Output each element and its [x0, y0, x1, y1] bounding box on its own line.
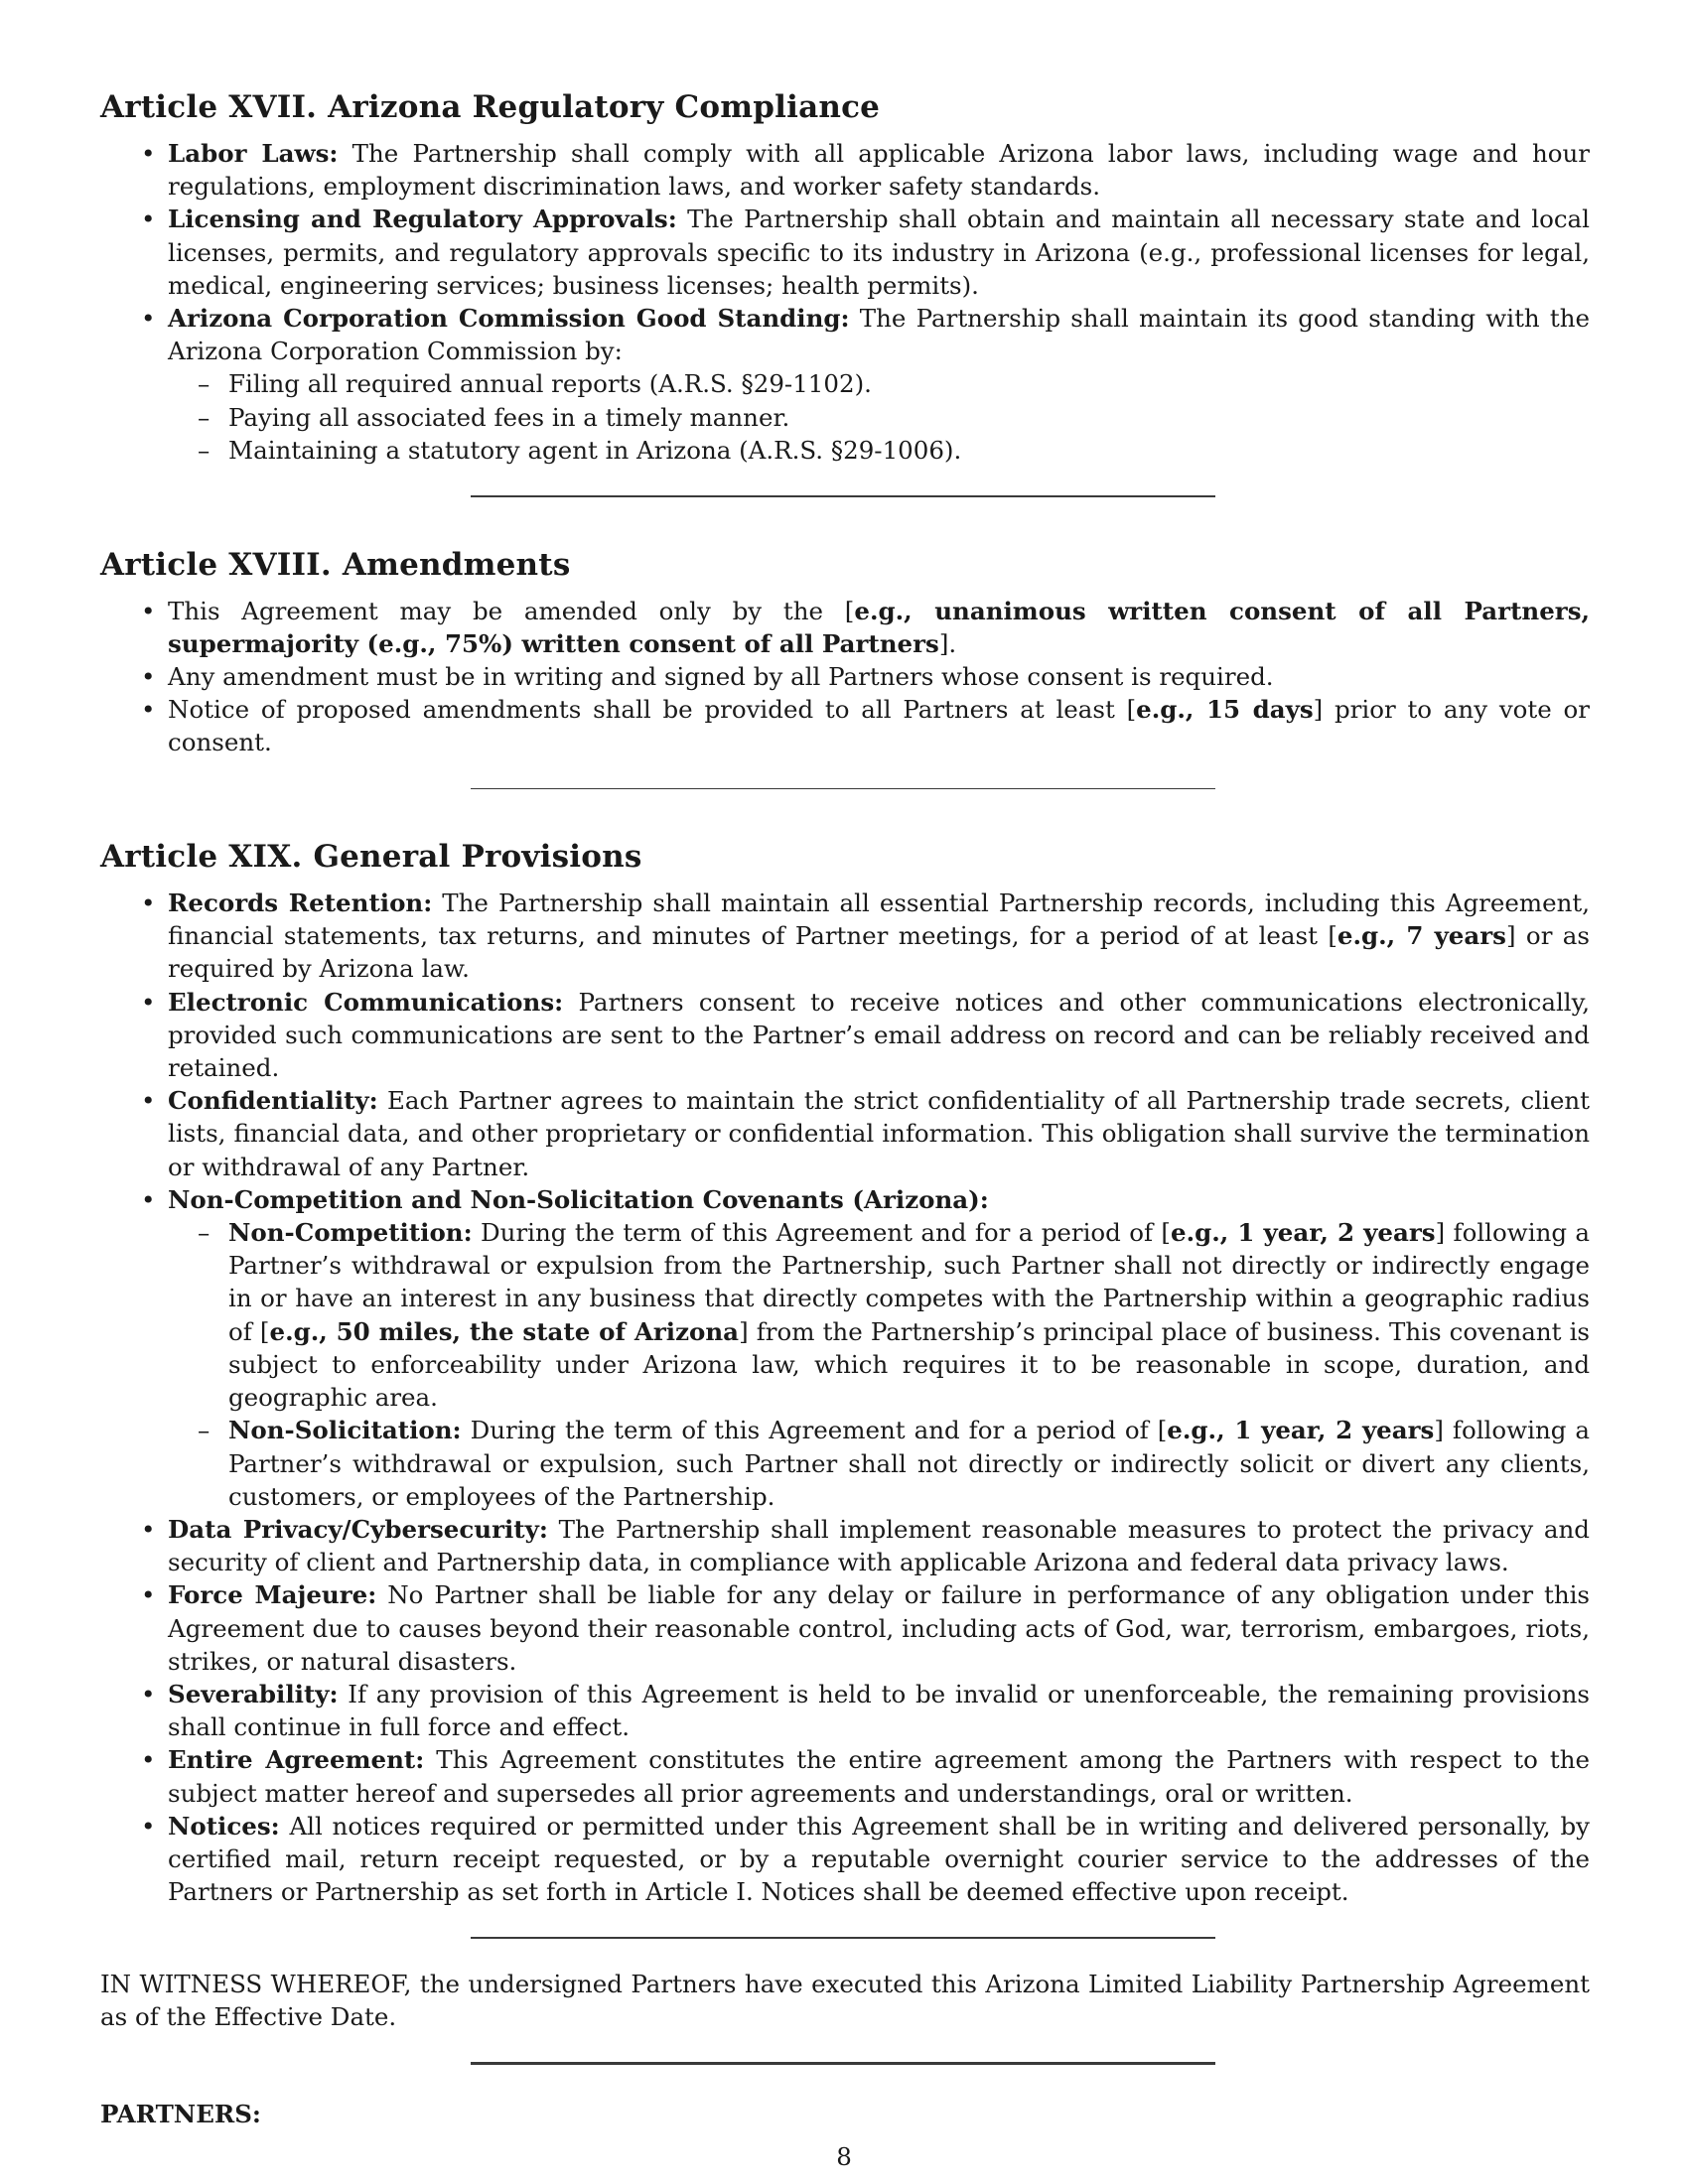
list-item — [168, 1578, 1590, 1678]
labor-laws-text: The Partnership shall comply with all applicable Arizona labor laws, including wage and hour regulations, employment discrimination laws, and worker safety standards. — [168, 139, 1590, 202]
witness-clause: IN WITNESS WHEREOF, the undersigned Partners have executed this Arizona Limited Liability Partnership Agreement as of the Effective Date. — [100, 1969, 1590, 2032]
section-divider — [471, 788, 1215, 790]
article-17-list — [100, 137, 1590, 467]
list-item — [168, 1743, 1590, 1809]
notices-label: Notices: — [168, 1811, 280, 1841]
noncompetition-placeholder-radius: e.g., 50 miles, the state of Arizona — [269, 1316, 740, 1346]
sublist-item — [228, 1414, 1590, 1513]
article-18-heading: Article XVIII. Amendments — [100, 546, 571, 583]
article-17-heading: Article XVII. Arizona Regulatory Compliance — [100, 89, 881, 125]
acc-sublist — [168, 367, 1590, 467]
list-item — [168, 595, 1590, 660]
confidentiality-text: Each Partner agrees to maintain the strict confidentiality of all Partnership trade secrets, client lists, financial data, and other proprietary or confidential information. This obligation shall survive the termination or withdrawal of any Partner. — [168, 1086, 1590, 1181]
amend-placeholder: e.g., unanimous written consent of all Partners, supermajority (e.g., 75%) written consent of all Partners — [168, 596, 1591, 658]
list-item — [168, 1084, 1590, 1183]
sublist-item — [228, 1216, 1590, 1414]
sublist-item: – Filing all required annual reports (A.R.S. §29-1102). — [228, 367, 1590, 400]
severability-label: Severability: — [168, 1679, 339, 1708]
section-divider — [471, 495, 1215, 497]
noncompetition-text-pre: During the term of this Agreement and for a period of [ — [472, 1218, 1171, 1248]
article-18-list — [100, 595, 1590, 759]
document-page — [100, 87, 1590, 2130]
page-number: 8 — [836, 2142, 852, 2171]
labor-laws-label: Labor Laws: — [168, 139, 339, 168]
list-item: • Any amendment must be in writing and signed by all Partners whose consent is required. — [168, 660, 1590, 693]
force-majeure-label: Force Majeure: — [168, 1580, 377, 1610]
acc-text: The Partnership shall maintain its good standing with the Arizona Corporation Commission by: — [168, 304, 1591, 366]
records-text-post: ] or as required by Arizona law. — [168, 921, 1590, 984]
list-item — [168, 302, 1590, 467]
notices-text: All notices required or permitted under this Agreement shall be in writing and delivered personally, by certified mail, return receipt requested, or by a reputable overnight courier service to the addresses of the Partners or Partnership as set forth in Article I. Notices shall be deemed effective upon receipt. — [168, 1811, 1590, 1907]
notice-text-post: ] prior to any vote or consent. — [168, 695, 1590, 757]
list-item — [168, 203, 1590, 302]
records-label: Records Retention: — [168, 888, 433, 918]
list-item — [168, 137, 1590, 203]
nonsolicitation-text-post: ] following a Partner’s withdrawal or expulsion, such Partner shall not directly or indirectly solicit or divert any clients, customers, or employees of the Partnership. — [228, 1416, 1590, 1511]
nonsolicitation-text-pre: During the term of this Agreement and for a period of [ — [461, 1416, 1168, 1445]
signature-divider — [471, 2062, 1215, 2065]
noncompetition-label: Non-Competition: — [228, 1218, 473, 1248]
entire-agreement-label: Entire Agreement: — [168, 1745, 425, 1775]
severability-text: If any provision of this Agreement is held to be invalid or unenforceable, the remaining provisions shall continue in full force and effect. — [168, 1679, 1590, 1742]
entire-agreement-text: This Agreement constitutes the entire agreement among the Partners with respect to the subject matter hereof and supersedes all prior agreements and understandings, oral or written. — [168, 1745, 1590, 1808]
nonsolicitation-placeholder: e.g., 1 year, 2 years — [1167, 1416, 1435, 1445]
noncompetition-placeholder-term: e.g., 1 year, 2 years — [1170, 1218, 1436, 1248]
privacy-text: The Partnership shall implement reasonable measures to protect the privacy and security of client and Partnership data, in compliance with applicable Arizona and federal data privacy laws. — [168, 1514, 1590, 1577]
notice-placeholder: e.g., 15 days — [1136, 695, 1314, 725]
article-19-heading: Article XIX. General Provisions — [100, 839, 642, 876]
confidentiality-label: Confidentiality: — [168, 1086, 378, 1116]
licensing-label: Licensing and Regulatory Approvals: — [168, 205, 677, 234]
sublist-item: – Paying all associated fees in a timely manner. — [228, 401, 1590, 434]
licensing-text: The Partnership shall obtain and maintain all necessary state and local licenses, permits, and regulatory approvals specific to its industry in Arizona (e.g., professional licenses for legal, medical, engineering services; business licenses; health permits). — [168, 205, 1590, 300]
noncomp-sublist — [168, 1216, 1590, 1513]
noncompetition-text-post: ] from the Partnership’s principal place of business. This covenant is subject to enforceability under Arizona law, which requires it to be reasonable in scope, duration, and geographic area. — [228, 1316, 1590, 1413]
acc-label: Arizona Corporation Commission Good Standing: — [168, 304, 850, 334]
list-item — [168, 887, 1590, 986]
noncomp-heading: Non-Competition and Non-Solicitation Covenants (Arizona): — [168, 1184, 989, 1214]
nonsolicitation-label: Non-Solicitation: — [228, 1416, 462, 1445]
electronic-text: Partners consent to receive notices and other communications electronically, provided such communications are sent to the Partner’s email address on record and can be reliably received and retained. — [168, 987, 1590, 1083]
list-item — [168, 986, 1590, 1085]
partners-label: PARTNERS: — [100, 2099, 261, 2128]
noncompetition-text-mid: ] following a Partner’s withdrawal or expulsion from the Partnership, such Partner shall not directly or indirectly engage in or have an interest in any business that directly competes with the Partnership within a geographic radius of [ — [228, 1218, 1591, 1346]
section-divider — [471, 1937, 1215, 1939]
amend-text-post: ]. — [938, 628, 957, 658]
amend-text-pre: This Agreement may be amended only by the [ — [168, 596, 855, 625]
records-placeholder: e.g., 7 years — [1336, 921, 1506, 951]
list-item — [168, 1678, 1590, 1743]
list-item — [168, 693, 1590, 758]
list-item — [168, 1513, 1590, 1578]
privacy-label: Data Privacy/Cybersecurity: — [168, 1514, 548, 1544]
force-majeure-text: No Partner shall be liable for any delay or failure in performance of any obligation under this Agreement due to causes beyond their reasonable control, including acts of God, war, terrorism, embargoes, riots, strikes, or natural disasters. — [168, 1580, 1591, 1676]
electronic-label: Electronic Communications: — [168, 987, 564, 1017]
notice-text-pre: Notice of proposed amendments shall be provided to all Partners at least [ — [168, 695, 1137, 725]
article-19-list — [100, 887, 1590, 1908]
records-text-pre: The Partnership shall maintain all essential Partnership records, including this Agreement, financial statements, tax returns, and minutes of Partner meetings, for a period of at least [ — [168, 888, 1591, 951]
sublist-item: – Maintaining a statutory agent in Arizona (A.R.S. §29-1006). — [228, 434, 1590, 467]
list-item — [168, 1810, 1590, 1909]
list-item — [168, 1183, 1590, 1513]
